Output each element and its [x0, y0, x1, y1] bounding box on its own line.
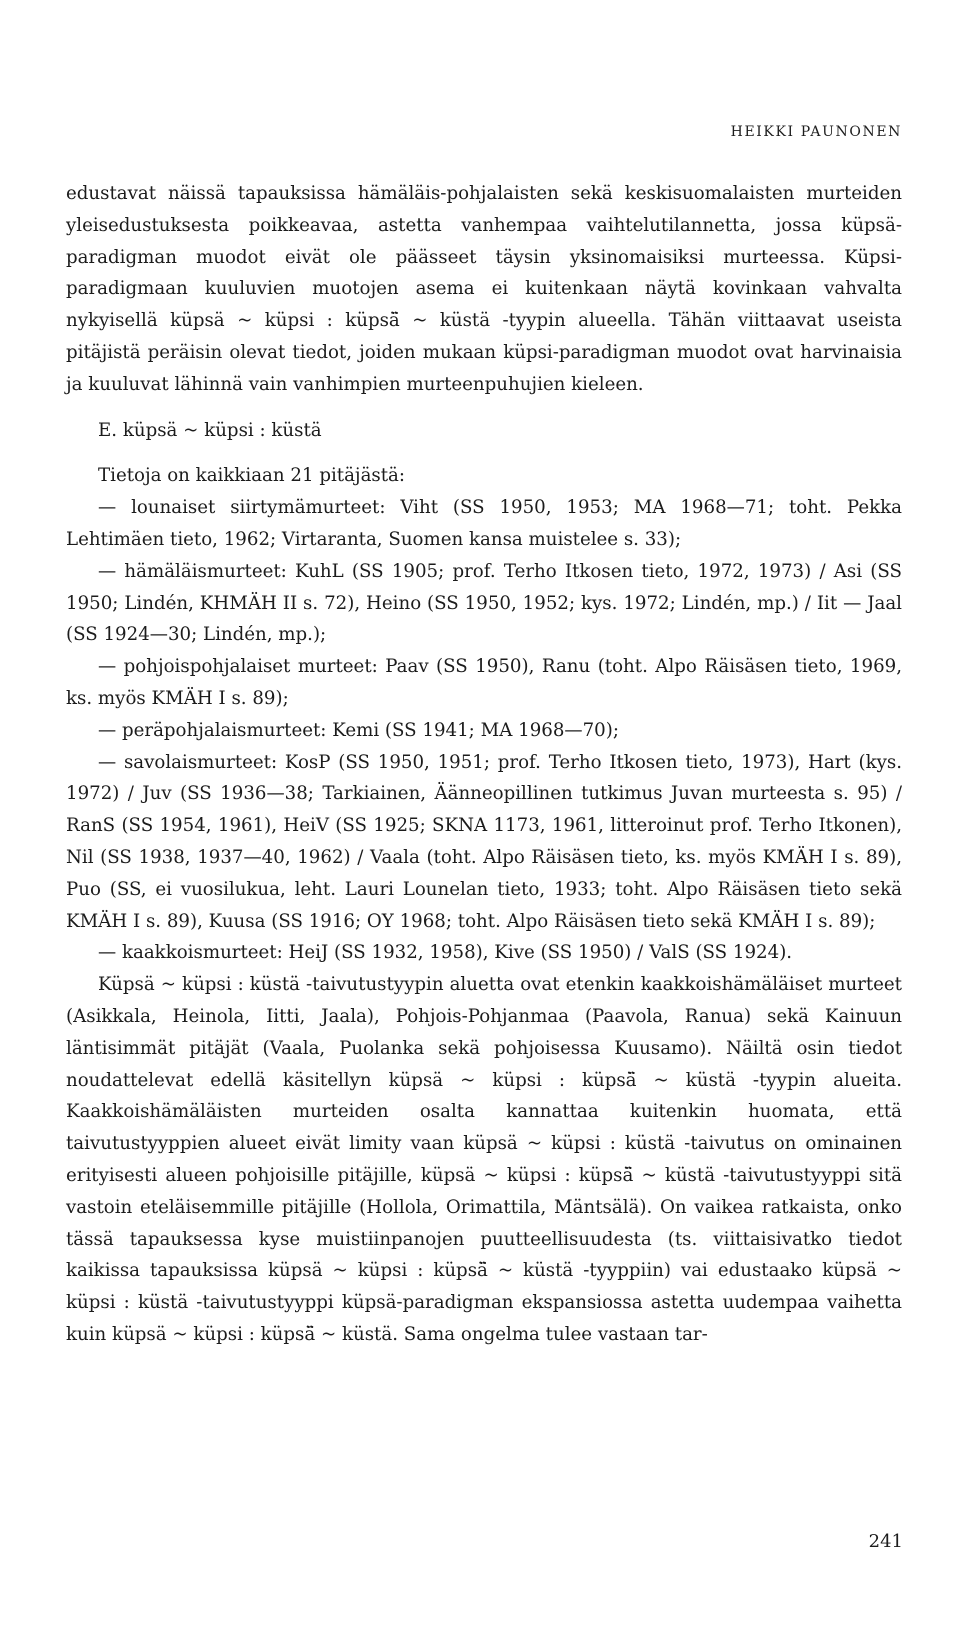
page-number: 241 — [868, 1531, 903, 1552]
closing-paragraph: Küpsä ~ küpsi : küstä -taivutustyypin aluetta ovat etenkin kaakkoishämäläiset murteet (Asikkala, Heinola, Iitti, Jaala), Pohjois-Pohjanmaa (Paavola, Ranua) sekä Kainuun läntisimmät pitäjät (Vaala, Puolanka sekä pohjoisessa Kuusamo). Näiltä osin tiedot noudattelevat edellä käsitellyn küpsä ~ küpsi : küpsä̈ ~ küstä -tyypin alueita. Kaakkoishämäläisten murteiden osalta kannattaa kuitenkin huomata, että taivutustyyppien alueet eivät limity vaan küpsä ~ küpsi : küstä -taivutus on ominainen erityisesti alueen pohjoisille pitäjille, küpsä ~ küpsi : küpsä̈ ~ küstä -taivutustyyppi sitä vastoin eteläisemmille pitäjille (Hollola, Orimattila, Mäntsälä). On vaikea ratkaista, onko tässä tapauksessa kyse muistiinpanojen puutteellisuudesta (ts. viittaisivatko tiedot kaikissa tapauksissa küpsä ~ küpsi : küpsä̈ ~ küstä -tyyppiin) vai edustaako küpsä ~ küpsi : küstä -taivutustyyppi küpsä-paradigman ekspansiossa astetta uudempaa vaihetta kuin küpsä ~ küpsi : küpsä̈ ~ küstä. Sama ongelma tulee vastaan tar- — [66, 974, 902, 1345]
running-header: HEIKKI PAUNONEN — [730, 124, 902, 140]
source-list — [66, 492, 902, 969]
source-item: — savolaismurteet: KosP (SS 1950, 1951; prof. Terho Itkosen tieto, 1973), Hart (kys. 1972) / Juv (SS 1936—38; Tarkiainen, Äänneopillinen tutkimus Juvan murteesta s. 95) / RanS (SS 1954, 1961), HeiV (SS 1925; SKNA 1173, 1961, litteroinut prof. Terho Itkonen), Nil (SS 1938, 1937—40, 1962) / Vaala (toht. Alpo Räisäsen tieto, ks. myös KMÄH I s. 89), Puo (SS, ei vuosilukua, leht. Lauri Lounelan tieto, 1933; toht. Alpo Räisäsen tieto sekä KMÄH I s. 89), Kuusa (SS 1916; OY 1968; toht. Alpo Räisäsen tieto sekä KMÄH I s. 89); — [66, 751, 902, 932]
source-item: — kaakkoismurteet: HeiJ (SS 1932, 1958), Kive (SS 1950) / ValS (SS 1924). — [98, 942, 793, 964]
source-item: — lounaiset siirtymämurteet: Viht (SS 1950, 1953; MA 1968—71; toht. Pekka Lehtimäen tieto, 1962; Virtaranta, Suomen kansa muistelee s. 33); — [66, 497, 902, 550]
source-item: — peräpohjalaismurteet: Kemi (SS 1941; MA 1968—70); — [98, 719, 619, 741]
page-body — [66, 178, 902, 1351]
count-line: Tietoja on kaikkiaan 21 pitäjästä: — [98, 465, 406, 487]
intro-paragraph: edustavat näissä tapauksissa hämäläis-pohjalaisten sekä keskisuomalaisten murteiden yleisedustuksesta poikkeavaa, astetta vanhempaa vaihtelutilannetta, jossa küpsä-paradigman muodot eivät ole päässeet täysin yksinomaisiksi murteessa. Küpsi-paradigmaan kuuluvien muotojen asema ei kuitenkaan näytä kovinkaan vahvalta nykyisellä küpsä ~ küpsi : küpsä̈ ~ küstä -tyypin alueella. Tähän viittaavat useista pitäjistä peräisin olevat tiedot, joiden mukaan küpsi-paradigman muodot ovat harvinaisia ja kuuluvat lähinnä vain vanhimpien murteenpuhujien kieleen. — [66, 183, 902, 395]
section-heading: E. küpsä ~ küpsi : küstä — [98, 419, 322, 441]
source-item: — hämäläismurteet: KuhL (SS 1905; prof. Terho Itkosen tieto, 1972, 1973) / Asi (SS 1950; Lindén, KHMÄH II s. 72), Heino (SS 1950, 1952; kys. 1972; Lindén, mp.) / Iit — Jaal (SS 1924—30; Lindén, mp.); — [66, 560, 902, 646]
source-item: — pohjoispohjalaiset murteet: Paav (SS 1950), Ranu (toht. Alpo Räisäsen tieto, 1969, ks. myös KMÄH I s. 89); — [66, 656, 902, 709]
